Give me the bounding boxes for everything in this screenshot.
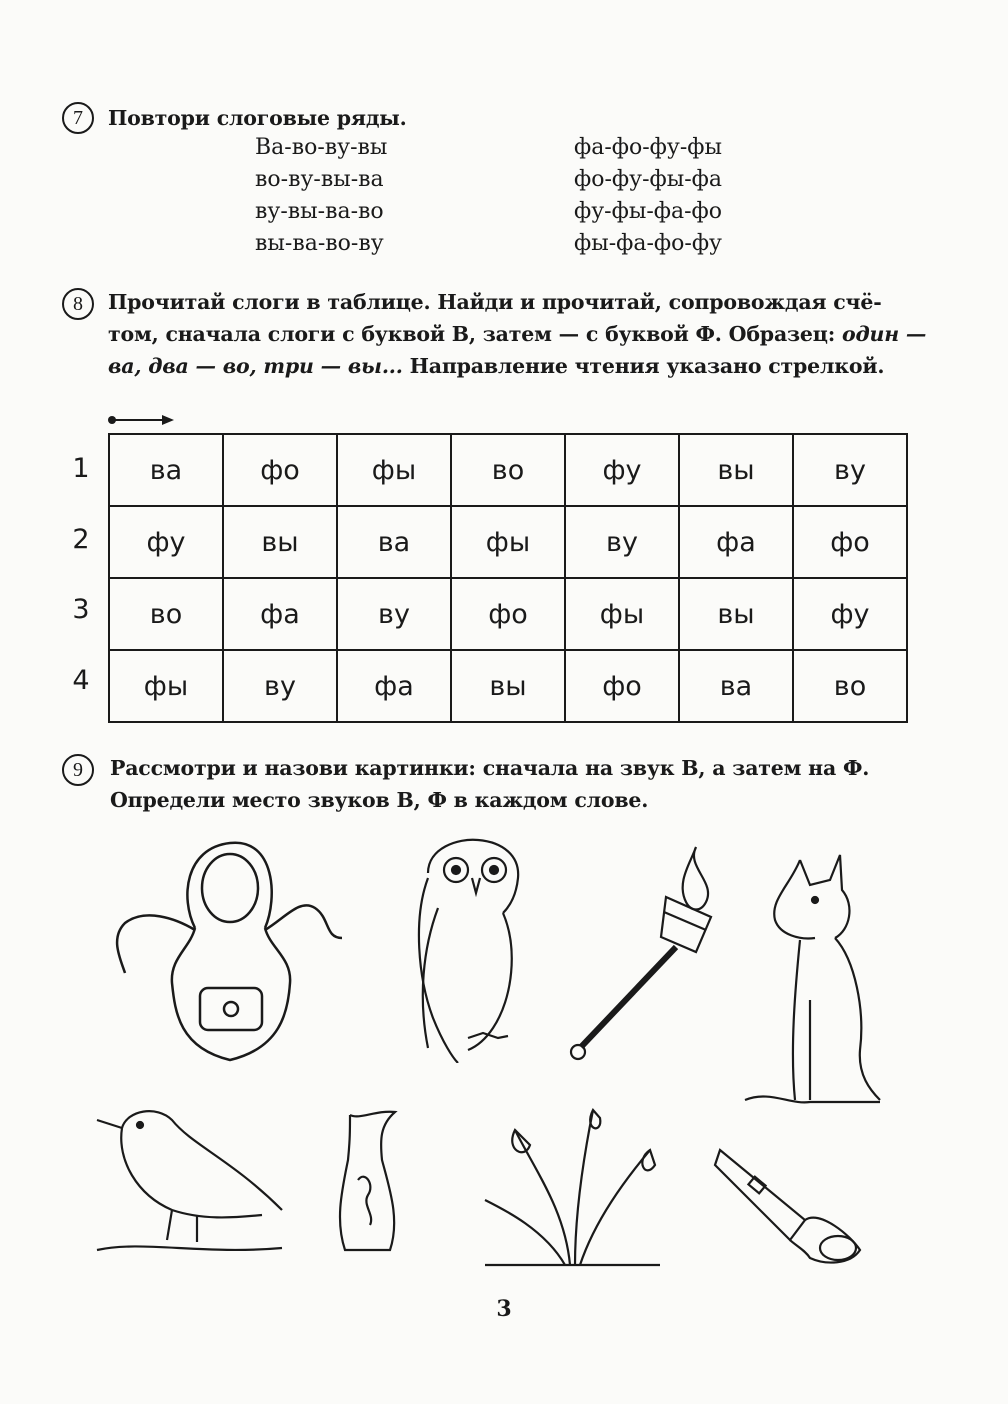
table-cell: вы	[451, 650, 565, 722]
table-row	[109, 650, 907, 722]
table-cell: вы	[223, 506, 337, 578]
bird-icon	[82, 1100, 297, 1260]
table-cell: фы	[109, 650, 223, 722]
page-number: 3	[496, 1296, 512, 1322]
plant-icon	[475, 1090, 670, 1270]
table-cell: фо	[451, 578, 565, 650]
task-7-number: 7	[62, 102, 94, 134]
table-cell: фу	[565, 434, 679, 506]
syllable-row-right-2: фо-фу-фы-фа	[574, 167, 722, 192]
syllable-table	[108, 433, 908, 723]
table-cell: фо	[793, 506, 907, 578]
vase-icon	[320, 1110, 415, 1260]
task-8-example-end: ва, два — во, три — вы...	[108, 354, 403, 378]
row-number-1: 1	[72, 453, 90, 484]
table-cell: вы	[679, 578, 793, 650]
table-cell: фы	[451, 506, 565, 578]
task-8-line-3	[108, 350, 884, 382]
table-cell: ву	[565, 506, 679, 578]
syllable-row-left-4: вы-ва-во-ву	[255, 231, 384, 256]
task-9-line-1: Рассмотри и назови картинки: сначала на звук В, а затем на Ф.	[110, 756, 870, 780]
table-cell: фо	[223, 434, 337, 506]
task-8-line-2-text: том, сначала слоги с буквой В, затем — с буквой Ф. Образец:	[108, 322, 836, 346]
reading-direction-arrow-icon	[106, 412, 176, 428]
table-cell: фа	[337, 650, 451, 722]
table-cell: фа	[223, 578, 337, 650]
task-8-example-start: один —	[842, 322, 927, 346]
syllable-row-right-3: фу-фы-фа-фо	[574, 199, 722, 224]
row-number-2: 2	[72, 524, 90, 555]
table-cell: во	[793, 650, 907, 722]
task-9-line-2: Определи место звуков В, Ф в каждом слове.	[110, 788, 649, 812]
table-cell: фы	[565, 578, 679, 650]
row-number-4: 4	[72, 665, 90, 696]
wolf-icon	[740, 850, 890, 1120]
row-number-3: 3	[72, 594, 90, 625]
table-cell: ва	[337, 506, 451, 578]
task-8-number: 8	[62, 288, 94, 320]
task-7-instruction: Повтори слоговые ряды.	[108, 106, 407, 130]
table-cell: ву	[793, 434, 907, 506]
table-cell: во	[109, 578, 223, 650]
table-cell: ву	[337, 578, 451, 650]
apron-icon	[100, 838, 350, 1070]
syllable-row-left-1: Ва-во-ву-вы	[255, 135, 388, 160]
syllable-row-right-1: фа-фо-фу-фы	[574, 135, 722, 160]
table-row	[109, 434, 907, 506]
table-cell: фа	[679, 506, 793, 578]
owl-icon	[408, 838, 538, 1063]
flashlight-icon	[710, 1140, 870, 1270]
table-row	[109, 578, 907, 650]
task-8-line-3-text: Направление чтения указано стрелкой.	[409, 354, 885, 378]
table-cell: вы	[679, 434, 793, 506]
table-cell: фу	[109, 506, 223, 578]
table-cell: фы	[337, 434, 451, 506]
syllable-row-left-3: ву-вы-ва-во	[255, 199, 384, 224]
torch-icon	[566, 842, 746, 1067]
table-cell: фо	[565, 650, 679, 722]
table-cell: ва	[679, 650, 793, 722]
table-row	[109, 506, 907, 578]
task-8-line-1: Прочитай слоги в таблице. Найди и прочитай, сопровождая счё-	[108, 290, 882, 314]
table-cell: во	[451, 434, 565, 506]
table-cell: фу	[793, 578, 907, 650]
task-9-number: 9	[62, 754, 94, 786]
table-cell: ву	[223, 650, 337, 722]
table-cell: ва	[109, 434, 223, 506]
syllable-row-right-4: фы-фа-фо-фу	[574, 231, 722, 256]
syllable-row-left-2: во-ву-вы-ва	[255, 167, 384, 192]
task-8-line-2	[108, 318, 926, 350]
